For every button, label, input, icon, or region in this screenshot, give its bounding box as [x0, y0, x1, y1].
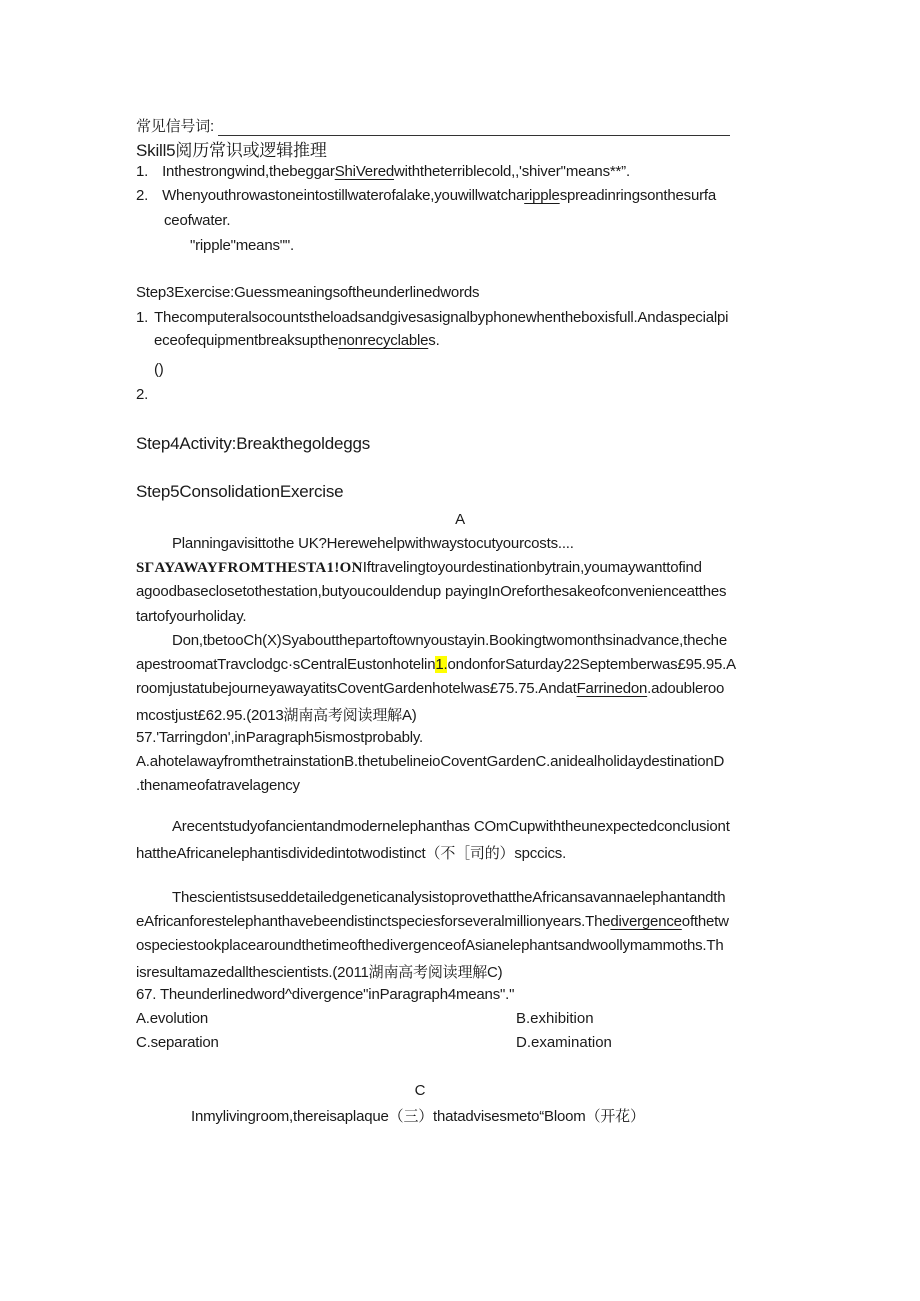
item-text: eceofequipmentbreaksupthe [154, 332, 339, 349]
question-57-options-cont: .thenameofatravelagency [136, 777, 300, 794]
item-text: Inthestrongwind,thebeggar [162, 163, 335, 180]
question-57-options: A.ahotelawayfromthetrainstationB.thetubelineioCoventGardenC.anidealholidaydestinationD [136, 753, 725, 770]
step3-item2: 2. [136, 386, 149, 403]
passage-c-l1: Inmylivingroom,thereisaplaque（三）thatadvisesmeto“Bloom（开花） [191, 1108, 645, 1125]
passage-a-letter: A [455, 511, 465, 528]
underlined-word: nonrecyclable [338, 332, 429, 349]
passage-a-p2-l3: tartofyourholiday. [136, 608, 247, 625]
passage-b-p1-l2: hattheAfricanelephantisdividedintotwodistinct（不［司的）spccics. [136, 845, 567, 862]
passage-a-p3-l3 [136, 680, 724, 697]
passage-a-p1: Planningavisittothe UK?Herewehelpwithwaystocutyourcosts.... [172, 535, 574, 552]
signal-words-line [136, 115, 730, 136]
bold-heading: SΓAYAWAYFROMTHESTA1!ON [136, 560, 363, 576]
item-text: Whenyouthrowastoneintostillwaterofalake,youwillwatcha [162, 187, 525, 204]
item-text: withtheterriblecold,,'shiver''means**”. [394, 163, 630, 180]
item-text: spreadinringsonthesurfa [559, 187, 717, 204]
paragraph-text: ofthetw [681, 913, 729, 930]
passage-b-p2-l1: ThescientistsuseddetailedgeneticanalysistoprovethattheAfricansavannaelephantandth [172, 889, 726, 906]
underlined-word: ripple [524, 187, 560, 204]
item-text: Thecomputeralsocountstheloadsandgivesasignalbyphonewhentheboxisfull.Andaspecialpi [154, 309, 729, 326]
item-text: s. [428, 332, 440, 349]
signal-words-label: 常见信号词: [136, 118, 214, 135]
step5-title: Step5ConsolidationExercise [136, 482, 344, 501]
underlined-word: Farrinedon [576, 680, 648, 697]
passage-a-p3-l2 [136, 656, 736, 673]
item-number: 1. [136, 309, 149, 326]
item-number: 1. [136, 163, 149, 180]
skill5-item2-cont: ceofwater. [164, 212, 231, 229]
passage-b-p2-l4: isresultamazedallthescientists.(2011湖南高考阅读理解C) [136, 964, 503, 981]
option-c: C.separation [136, 1034, 219, 1051]
option-b: B.exhibition [516, 1010, 594, 1027]
paragraph-text: .adoubleroo [647, 680, 725, 697]
item-number: 2. [136, 187, 149, 204]
option-a: A.evolution [136, 1010, 209, 1027]
step3-title: Step3Exercise:Guessmeaningsoftheunderlinedwords [136, 284, 480, 301]
skill5-item2 [136, 187, 716, 204]
paragraph-text: roomjustatubejourneyawayatitsCoventGardenhotelwas£75.75.Andat [136, 680, 577, 697]
passage-a-p2-l1 [136, 559, 702, 577]
step3-answer-paren: () [154, 361, 164, 378]
underlined-word: divergence [610, 913, 682, 930]
passage-c-letter: C [414, 1082, 426, 1099]
passage-b-p2-l2 [136, 913, 729, 930]
passage-a-p3-l4: mcostjust£62.95.(2013湖南高考阅读理解A) [136, 707, 417, 724]
passage-b-p2-l3: ospeciestookplacearoundthetimeofthedivergenceofAsianelephantsandwoollymammoths.Th [136, 937, 724, 954]
step4-title: Step4Activity:Breakthegoldeggs [136, 434, 371, 453]
step3-item1 [136, 309, 728, 326]
step3-item1-cont [154, 332, 440, 349]
underlined-word: ShiVered [334, 163, 395, 180]
paragraph-text: ondonforSaturday22Septemberwas£95.95.A [447, 656, 736, 673]
paragraph-text: Iftravelingtoyourdestinationbytrain,youmaywanttofind [362, 559, 702, 576]
option-d: D.examination [516, 1034, 612, 1051]
skill5-item2-meaning: "ripple"means"". [190, 237, 294, 254]
paragraph-text: eAfricanforestelephanthavebeendistinctspeciesforseveralmillionyears.The [136, 913, 611, 930]
question-67: 67. Theunderlinedword^divergence"inParagraph4means"." [136, 986, 515, 1003]
answer-blank[interactable] [218, 121, 730, 136]
paragraph-text: apestroomatTravclodgc·sCentralEustonhotelin [136, 656, 436, 673]
passage-a-p3-l1: Don,tbetooCh(X)Syaboutthepartoftownyoustayin.Bookingtwomonthsinadvance,theche [172, 632, 727, 649]
skill5-item1 [136, 163, 630, 180]
skill5-title: Skill5阅历常识或逻辑推理 [136, 141, 327, 160]
question-57: 57.'Tarringdon',inParagraph5ismostprobably. [136, 729, 424, 746]
highlighted-text: 1. [435, 656, 448, 673]
passage-a-p2-l2: agoodbaseclosetothestation,butyoucouldendup payingInOreforthesakeofconvenienceatthes [136, 583, 727, 600]
passage-b-p1-l1: Arecentstudyofancientandmodernelephanthas COmCupwiththeunexpectedconclusiont [172, 818, 730, 835]
